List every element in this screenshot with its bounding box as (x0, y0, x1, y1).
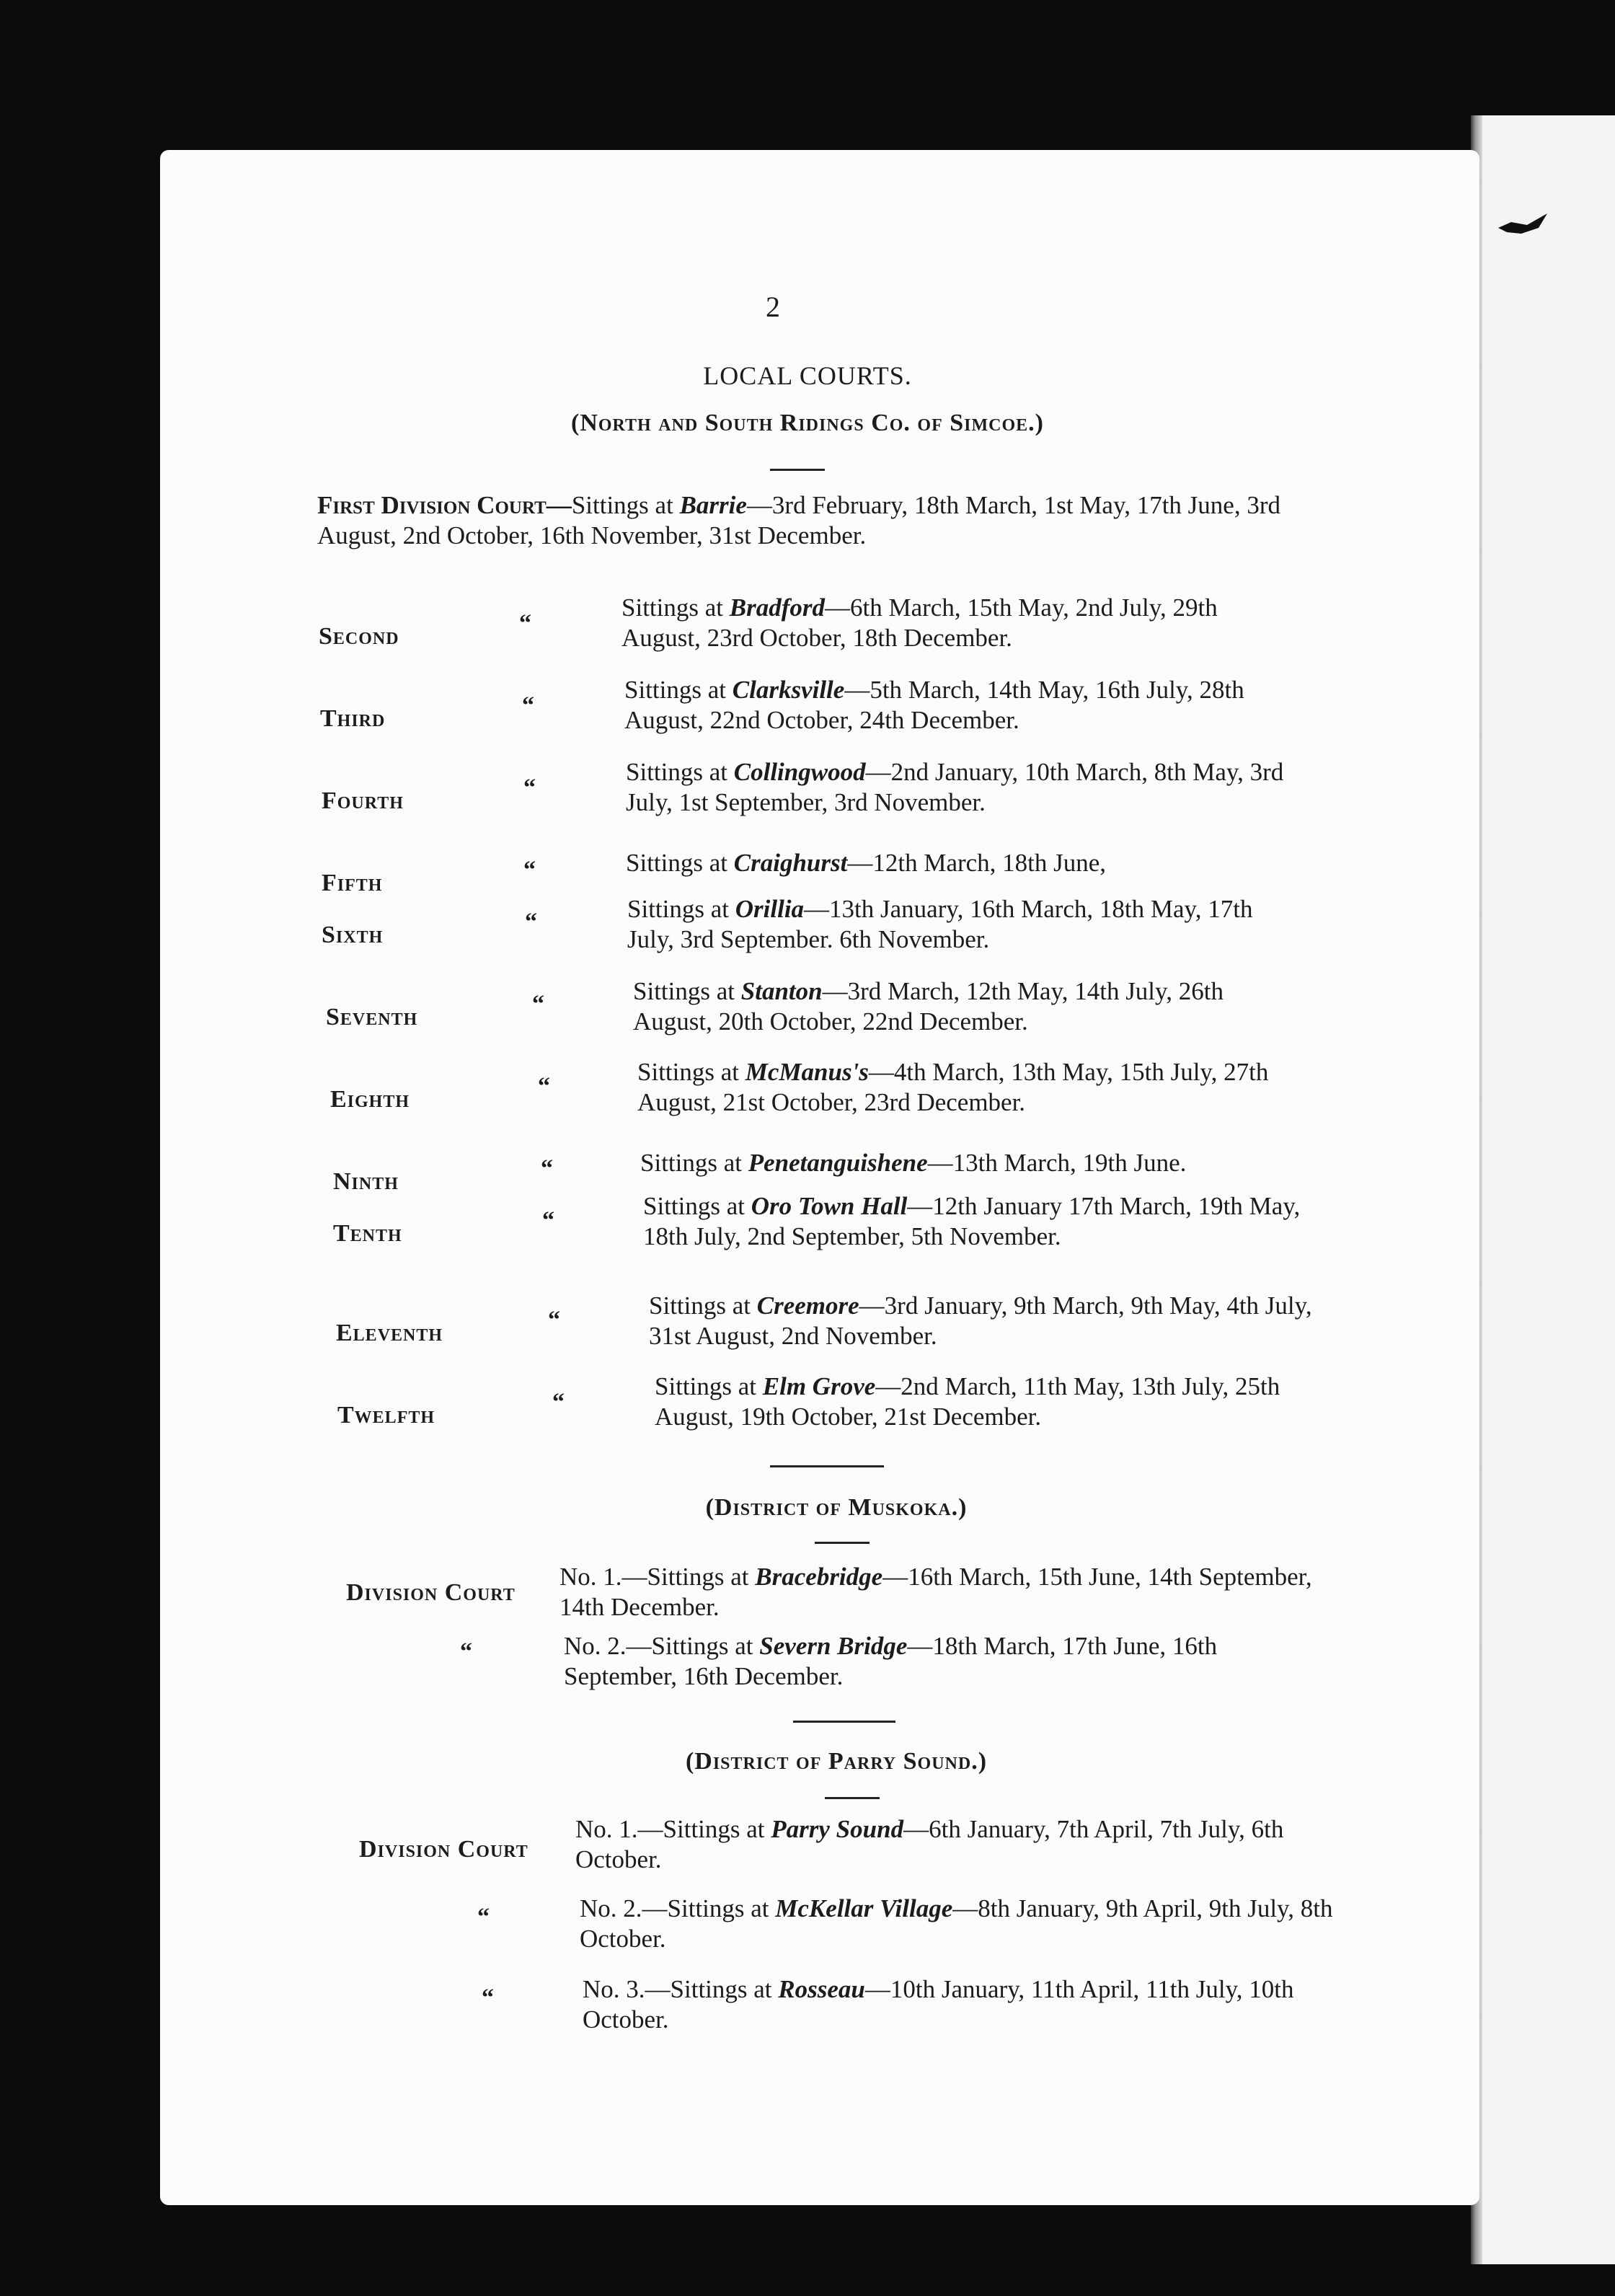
court-place: Elm Grove (762, 1372, 876, 1400)
sittings-prefix: Sittings at (643, 1192, 751, 1220)
court-number: No. 2. (580, 1894, 642, 1922)
court-entry-second (621, 593, 1292, 653)
court-dates: —2nd January, 10th March, 8th May, 3rd July, 1st September, 3rd November. (626, 758, 1284, 816)
court-entry-sixth (627, 894, 1298, 955)
sittings-prefix: —Sittings at (642, 1894, 776, 1922)
sittings-prefix: Sittings at (637, 1058, 745, 1086)
court-dates: —12th March, 18th June, (847, 849, 1107, 877)
court-place: Craighurst (733, 849, 848, 877)
court-place: Bradford (729, 593, 825, 622)
court-entry-parry-3 (583, 1974, 1347, 2035)
court-name-fourth: Fourth (322, 787, 404, 814)
court-entry-eighth (637, 1057, 1308, 1118)
court-entry-fourth (626, 757, 1296, 818)
court-place: Barrie (679, 491, 747, 519)
court-name-eleventh: Eleventh (336, 1320, 443, 1346)
ditto-mark: “ (525, 909, 537, 935)
ditto-mark: “ (538, 1073, 550, 1100)
sittings-prefix: —Sittings at (637, 1815, 771, 1843)
court-name-tenth: Tenth (333, 1220, 402, 1247)
court-place: Clarksville (732, 676, 845, 704)
court-entry-muskoka-2 (564, 1631, 1328, 1692)
court-entry-parry-2 (580, 1894, 1344, 1954)
sittings-prefix: —Sittings at (626, 1632, 760, 1660)
court-place: Penetanguishene (748, 1149, 928, 1177)
sittings-prefix: Sittings at (571, 491, 680, 519)
sittings-prefix: Sittings at (649, 1292, 757, 1320)
sittings-prefix: Sittings at (655, 1372, 763, 1400)
court-number: No. 2. (564, 1632, 627, 1660)
court-place: McManus's (745, 1058, 869, 1086)
court-name-division: Division Court (346, 1579, 516, 1606)
sittings-prefix: Sittings at (621, 593, 730, 622)
sittings-prefix: Sittings at (626, 758, 734, 786)
section-heading-simcoe: (North and South Ridings Co. of Simcoe.) (571, 410, 1044, 436)
sittings-prefix: Sittings at (627, 895, 735, 923)
sittings-prefix: Sittings at (624, 676, 733, 704)
crop-mark-right (1497, 209, 1550, 241)
court-name-third: Third (320, 705, 386, 732)
ditto-mark: “ (548, 1307, 560, 1333)
court-name-ninth: Ninth (333, 1168, 399, 1195)
court-dates: —16th March, 15th June, 14th September, 14th December. (559, 1563, 1312, 1621)
court-place: McKellar Village (775, 1894, 953, 1922)
court-dates: —3rd March, 12th May, 14th July, 26th August, 20th October, 22nd December. (633, 977, 1224, 1036)
court-dates: —18th March, 17th June, 16th September, 16th December. (564, 1632, 1218, 1690)
court-number: No. 3. (583, 1975, 645, 2003)
court-entry-twelfth (655, 1372, 1325, 1432)
court-dates: —4th March, 13th May, 15th July, 27th August, 21st October, 23rd December. (637, 1058, 1269, 1116)
ditto-mark: “ (460, 1638, 472, 1665)
court-dates: —13th March, 19th June. (927, 1149, 1187, 1177)
court-name-eighth: Eighth (330, 1086, 410, 1113)
court-place: Parry Sound (771, 1815, 904, 1843)
court-place: Oro Town Hall (751, 1192, 908, 1220)
ditto-mark: “ (519, 610, 531, 637)
sittings-prefix: Sittings at (633, 977, 741, 1005)
court-entry-fifth (626, 848, 1296, 878)
court-place: Creemore (756, 1292, 859, 1320)
ditto-mark: “ (542, 1207, 554, 1234)
court-dates: —6th January, 7th April, 7th July, 6th October. (575, 1815, 1284, 1873)
court-place: Rosseau (778, 1975, 865, 2003)
ditto-mark: “ (522, 692, 534, 719)
court-place: Bracebridge (755, 1563, 883, 1591)
court-dates: —3rd January, 9th March, 9th May, 4th July, 31st August, 2nd November. (649, 1292, 1312, 1350)
court-place: Stanton (740, 977, 823, 1005)
court-place: Orillia (735, 895, 805, 923)
sittings-prefix: Sittings at (626, 849, 734, 877)
ditto-mark: “ (541, 1155, 553, 1182)
court-name-fifth: Fifth (322, 870, 383, 896)
court-entry-third (624, 675, 1295, 736)
ditto-mark: “ (523, 774, 536, 801)
court-dates: —10th January, 11th April, 11th July, 10th October. (583, 1975, 1294, 2034)
court-dates: —13th January, 16th March, 18th May, 17th July, 3rd September. 6th November. (627, 895, 1253, 953)
page-number: 2 (766, 291, 780, 323)
court-name-sixth: Sixth (322, 922, 384, 948)
section-rule (770, 469, 825, 471)
court-name-twelfth: Twelfth (337, 1402, 435, 1429)
ditto-mark: “ (532, 991, 544, 1017)
court-lead-suffix: Court— (477, 491, 572, 519)
court-dates: —2nd March, 11th May, 13th July, 25th August, 19th October, 21st December. (655, 1372, 1280, 1431)
court-name-seventh: Seventh (326, 1004, 418, 1030)
court-name: First Division (317, 491, 471, 519)
sittings-prefix: —Sittings at (645, 1975, 779, 2003)
section-heading-muskoka: (District of Muskoka.) (705, 1494, 968, 1521)
court-dates: —12th January 17th March, 19th May, 18th July, 2nd September, 5th November. (643, 1192, 1301, 1250)
section-heading-parry-sound: (District of Parry Sound.) (685, 1748, 988, 1775)
section-rule (825, 1797, 880, 1799)
court-entry-muskoka-1 (559, 1562, 1324, 1622)
court-dates: —3rd February, 18th March, 1st May, 17th June, 3rd August, 2nd October, 16th November, 31st December. (317, 491, 1280, 549)
ditto-mark: “ (552, 1389, 565, 1416)
ditto-mark: “ (477, 1904, 490, 1930)
section-rule (793, 1721, 895, 1723)
court-dates: —8th January, 9th April, 9th July, 8th October. (580, 1894, 1333, 1953)
court-entry-tenth (643, 1191, 1314, 1252)
sittings-prefix: —Sittings at (621, 1563, 756, 1591)
sittings-prefix: Sittings at (640, 1149, 748, 1177)
court-number: No. 1. (559, 1563, 622, 1591)
court-entry-eleventh (649, 1291, 1319, 1351)
court-place: Collingwood (733, 758, 866, 786)
court-place: Severn Bridge (759, 1632, 908, 1660)
court-entry-parry-1 (575, 1814, 1340, 1875)
court-number: No. 1. (575, 1815, 638, 1843)
page-title: LOCAL COURTS. (703, 361, 912, 390)
ditto-mark: “ (482, 1984, 494, 2011)
court-dates: —6th March, 15th May, 2nd July, 29th August, 23rd October, 18th December. (621, 593, 1218, 652)
facing-page-edge (1479, 115, 1615, 2264)
section-rule (815, 1542, 870, 1544)
court-name-division: Division Court (359, 1836, 528, 1863)
court-dates: —5th March, 14th May, 16th July, 28th August, 22nd October, 24th December. (624, 676, 1244, 734)
court-name-second: Second (319, 623, 399, 650)
ditto-mark: “ (523, 857, 536, 883)
court-entry-ninth (640, 1148, 1311, 1178)
court-entry-first (317, 490, 1283, 551)
section-rule (770, 1465, 884, 1467)
court-entry-seventh (633, 976, 1304, 1037)
